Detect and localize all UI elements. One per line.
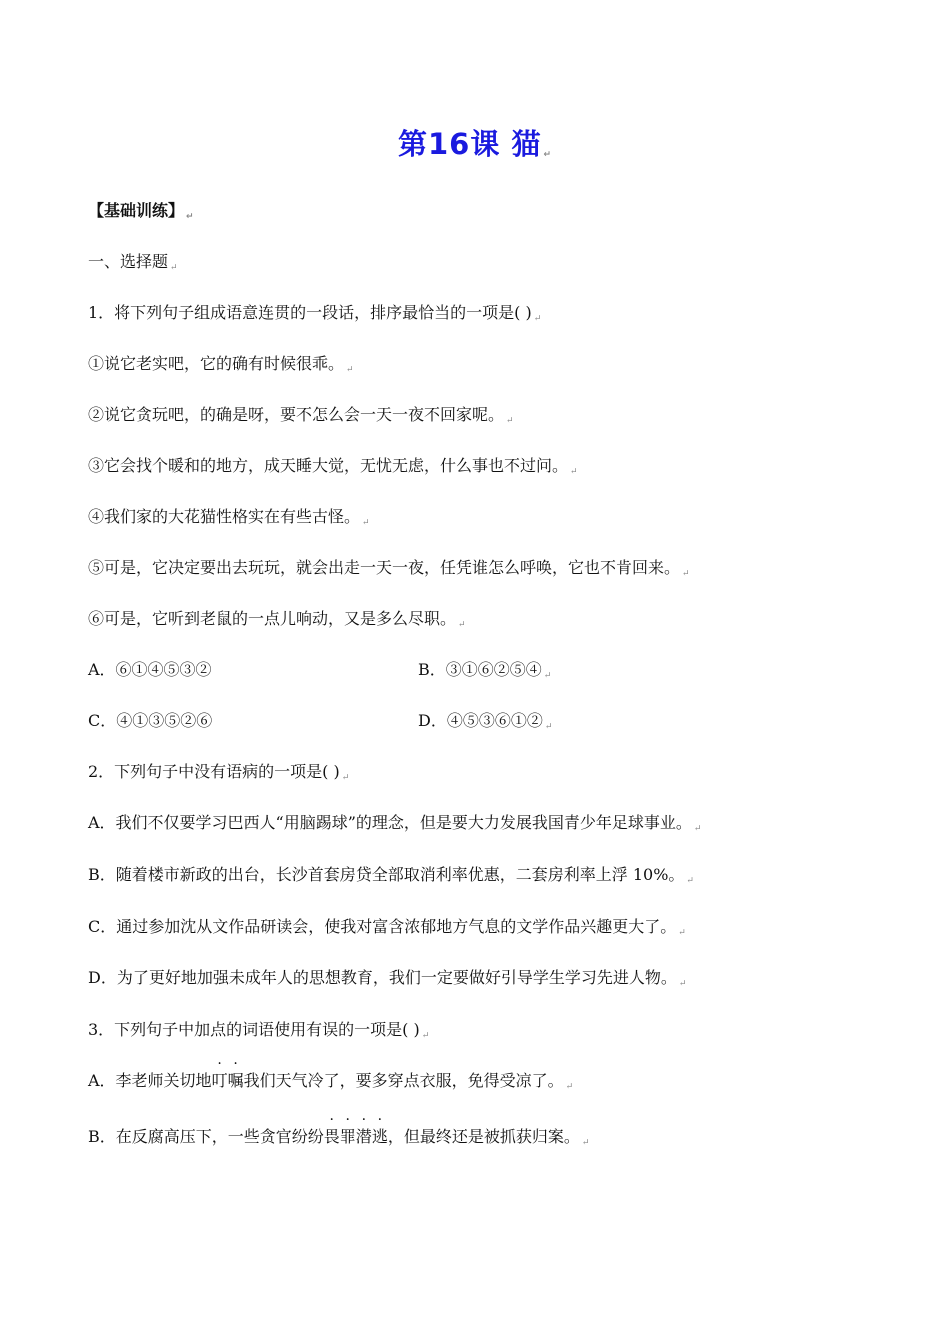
q1-option-d: D．④⑤③⑥①② ↵ bbox=[418, 711, 553, 732]
q1-sentence: ⑤可是，它决定要出去玩玩，就会出走一天一夜，任凭谁怎么呼唤，它也不肯回来。 ↵ bbox=[88, 558, 690, 579]
q1-sentence: ④我们家的大花猫性格实在有些古怪。 ↵ bbox=[88, 507, 370, 528]
dotted-char: 叮 bbox=[211, 1071, 228, 1090]
section-heading: 【基础训练】 ↵ bbox=[88, 201, 194, 222]
question-2-stem: 2．下列句子中没有语病的一项是( ) ↵ bbox=[88, 762, 350, 783]
q3-option-b: B．在反腐高压下，一些贪官纷纷畏罪潜逃，但最终还是被抓获归案。 ↵ bbox=[88, 1127, 590, 1148]
q1-option-a: A．⑥①④⑤③② bbox=[88, 660, 212, 679]
question-3-stem: 3．下列句子中加点的词语使用有误的一项是( ) ↵ bbox=[88, 1020, 430, 1041]
question-1-stem: 1．将下列句子组成语意连贯的一段话，排序最恰当的一项是( ) ↵ bbox=[88, 303, 542, 324]
dotted-char: 罪 bbox=[339, 1127, 356, 1146]
q2-option-d: D．为了更好地加强未成年人的思想教育，我们一定要做好引导学生学习先进人物。 ↵ bbox=[88, 968, 687, 989]
part-heading: 一、选择题 ↵ bbox=[88, 252, 178, 273]
dotted-char: 潜 bbox=[355, 1127, 372, 1146]
q1-sentence: ②说它贪玩吧，的确是呀，要不怎么会一天一夜不回家呢。 ↵ bbox=[88, 405, 514, 426]
q1-sentence: ①说它老实吧，它的确有时候很乖。 ↵ bbox=[88, 354, 354, 375]
page-title: 第16课 猫 ↵ bbox=[398, 127, 552, 161]
q1-option-b: B．③①⑥②⑤④ ↵ bbox=[418, 660, 552, 681]
q2-option-b: B．随着楼市新政的出台，长沙首套房贷全部取消利率优惠，二套房利率上浮 10%。 ↵ bbox=[88, 865, 694, 886]
q2-option-c: C．通过参加沈从文作品研读会，使我对富含浓郁地方气息的文学作品兴趣更大了。 ↵ bbox=[88, 917, 686, 938]
q1-sentence: ③它会找个暖和的地方，成天睡大觉，无忧无虑，什么事也不过问。 ↵ bbox=[88, 456, 578, 477]
q3-option-a: A．李老师关切地叮嘱我们天气冷了，要多穿点衣服，免得受凉了。 ↵ bbox=[88, 1071, 574, 1092]
dotted-char: 逃 bbox=[371, 1127, 388, 1146]
dotted-char: 嘱 bbox=[227, 1071, 244, 1090]
q1-option-c: C．④①③⑤②⑥ bbox=[88, 711, 213, 730]
dotted-char: 畏 bbox=[323, 1127, 340, 1146]
q1-sentence: ⑥可是，它听到老鼠的一点儿响动，又是多么尽职。 ↵ bbox=[88, 609, 466, 630]
q2-option-a: A．我们不仅要学习巴西人“用脑踢球”的理念，但是要大力发展我国青少年足球事业。 ↵ bbox=[88, 813, 702, 834]
